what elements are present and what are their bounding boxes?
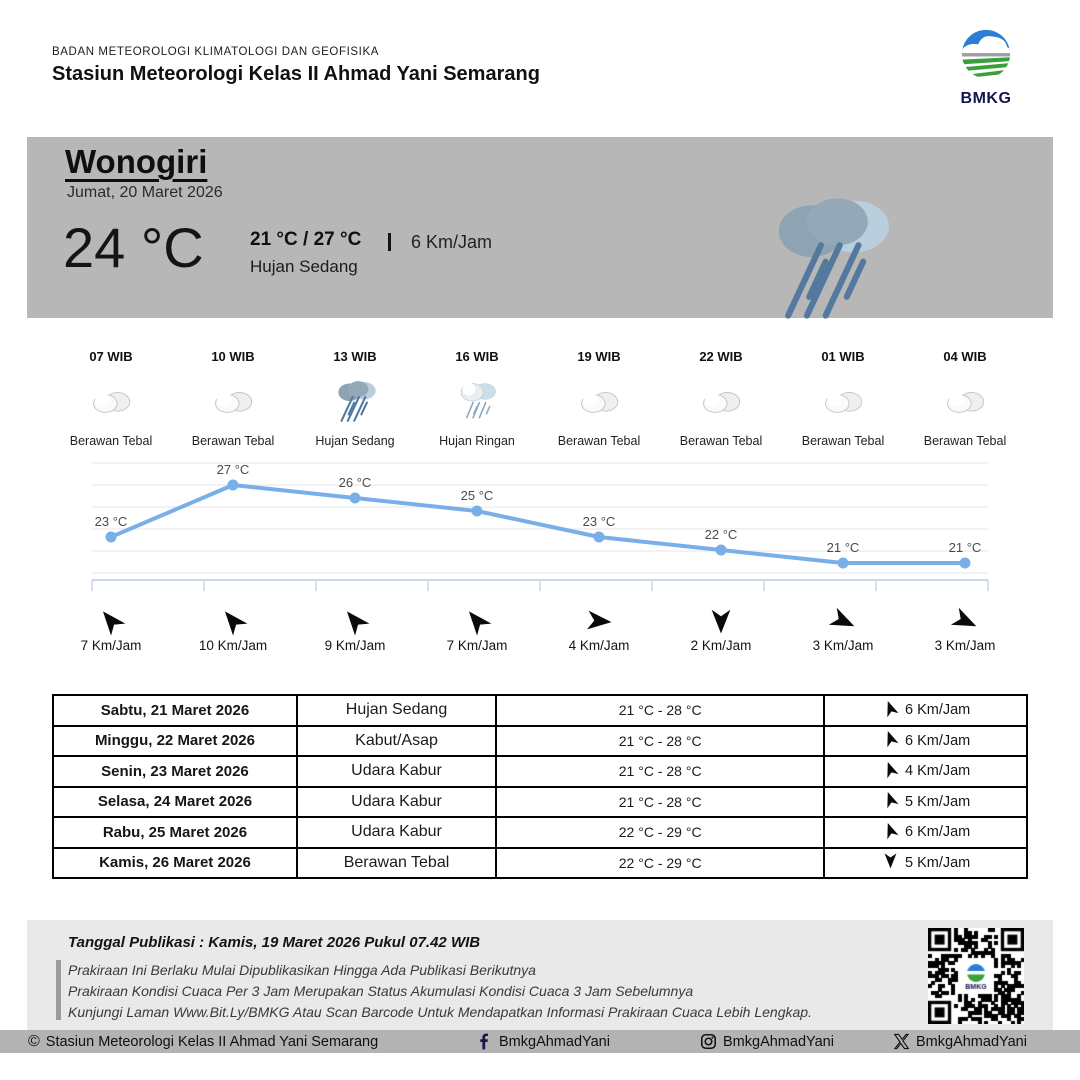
hour-label: 13 WIB [333, 349, 377, 364]
wind-cell [824, 756, 1027, 787]
wind-direction-arrow-icon [782, 598, 904, 636]
table-row [53, 817, 1027, 848]
wind-cell [824, 787, 1027, 818]
wind-direction-arrow-icon [881, 790, 900, 813]
svg-text:21 °C: 21 °C [826, 540, 860, 555]
table-row [53, 756, 1027, 787]
hourly-item [50, 349, 172, 448]
wind-speed-label: 4 Km/Jam [568, 638, 630, 653]
hourly-item [538, 349, 660, 448]
wind-item [538, 598, 660, 653]
current-conditions-banner [27, 137, 1053, 318]
instagram-item[interactable] [700, 1033, 834, 1050]
wind-direction-arrow-icon [881, 699, 900, 722]
wind-direction-arrow-icon [881, 821, 900, 844]
wind-direction-arrow-icon [50, 598, 172, 636]
facebook-item[interactable] [476, 1033, 610, 1050]
publication-footer [27, 920, 1053, 1030]
temp-range-cell: 22 °C - 29 °C [496, 848, 824, 879]
wind-direction-arrow-icon [881, 851, 900, 874]
header [52, 46, 540, 86]
cloudy-icon [50, 372, 172, 430]
footer-note-line: Prakiraan Ini Berlaku Mulai Dipublikasikan Hingga Ada Publikasi Berikutnya [68, 962, 536, 978]
wind-speed-label: 2 Km/Jam [690, 638, 752, 653]
wind-direction-arrow-icon [881, 729, 900, 752]
wind-direction-arrow-icon [881, 760, 900, 783]
hour-label: 10 WIB [211, 349, 255, 364]
wind-item [904, 598, 1026, 653]
day-cell: Minggu, 22 Maret 2026 [53, 726, 297, 757]
svg-text:22 °C: 22 °C [704, 527, 738, 542]
wind-speed-label: 5 Km/Jam [905, 793, 971, 810]
x-twitter-handle: BmkgAhmadYani [916, 1033, 1027, 1050]
table-row [53, 787, 1027, 818]
condition-cell: Udara Kabur [297, 756, 496, 787]
wind-direction-arrow-icon [416, 598, 538, 636]
note-divider-bar [56, 960, 61, 1020]
cloudy-icon [904, 372, 1026, 430]
wind-speed-label: 10 Km/Jam [198, 638, 268, 653]
table-row [53, 726, 1027, 757]
wind-cell [824, 726, 1027, 757]
hour-label: 16 WIB [455, 349, 499, 364]
x-twitter-icon [893, 1033, 910, 1050]
copyright-icon: © [28, 1032, 40, 1050]
cloudy-icon [538, 372, 660, 430]
divider [388, 233, 391, 251]
bmkg-logo-label: BMKG [960, 90, 1012, 107]
daily-forecast-table [52, 694, 1028, 879]
wind-speed-label: 6 Km/Jam [905, 702, 971, 719]
hour-condition: Hujan Sedang [315, 434, 395, 448]
day-cell: Selasa, 24 Maret 2026 [53, 787, 297, 818]
hour-condition: Berawan Tebal [69, 434, 153, 448]
temp-range-cell: 21 °C - 28 °C [496, 787, 824, 818]
wind-speed-label: 9 Km/Jam [324, 638, 386, 653]
condition-cell: Udara Kabur [297, 817, 496, 848]
hour-label: 04 WIB [943, 349, 987, 364]
wind-cell [824, 848, 1027, 879]
hour-label: 19 WIB [577, 349, 621, 364]
wind-speed-label: 4 Km/Jam [905, 763, 971, 780]
svg-text:26 °C: 26 °C [338, 475, 372, 490]
svg-text:25 °C: 25 °C [460, 488, 494, 503]
temp-range-cell: 21 °C - 28 °C [496, 695, 824, 726]
x-twitter-item[interactable] [893, 1033, 1027, 1050]
facebook-handle: BmkgAhmadYani [499, 1033, 610, 1050]
day-cell: Rabu, 25 Maret 2026 [53, 817, 297, 848]
hour-condition: Berawan Tebal [557, 434, 641, 448]
hourly-item [782, 349, 904, 448]
wind-speed-label: 6 Km/Jam [905, 732, 971, 749]
wind-direction-arrow-icon [538, 598, 660, 636]
copyright-text: Stasiun Meteorologi Kelas II Ahmad Yani Semarang [45, 1033, 379, 1050]
temperature-line-chart [50, 455, 1026, 595]
day-cell: Senin, 23 Maret 2026 [53, 756, 297, 787]
location-title: Wonogiri [65, 143, 208, 180]
condition-cell: Kabut/Asap [297, 726, 496, 757]
hour-condition: Berawan Tebal [679, 434, 763, 448]
hour-condition: Hujan Ringan [439, 434, 515, 448]
svg-text:21 °C: 21 °C [948, 540, 982, 555]
svg-text:27 °C: 27 °C [216, 462, 250, 477]
wind-speed-label: 7 Km/Jam [80, 638, 142, 653]
wind-speed-label: 6 Km/Jam [905, 824, 971, 841]
condition-cell: Berawan Tebal [297, 848, 496, 879]
wind-direction-arrow-icon [904, 598, 1026, 636]
wind-item [294, 598, 416, 653]
temp-range-cell: 21 °C - 28 °C [496, 756, 824, 787]
current-temperature: 24 °C [63, 216, 204, 279]
current-condition: Hujan Sedang [250, 257, 358, 276]
wind-speed-label: 7 Km/Jam [446, 638, 508, 653]
hourly-item [172, 349, 294, 448]
hourly-item [416, 349, 538, 448]
wind-direction-arrow-icon [172, 598, 294, 636]
forecast-date: Jumat, 20 Maret 2026 [67, 184, 223, 201]
svg-text:23 °C: 23 °C [582, 514, 616, 529]
hourly-item [294, 349, 416, 448]
temperature-chart [50, 455, 1026, 595]
wind-direction-arrow-icon [660, 598, 782, 636]
cloudy-icon [660, 372, 782, 430]
wind-cell [824, 695, 1027, 726]
qr-code[interactable] [928, 928, 1024, 1024]
wind-speed-label: 3 Km/Jam [934, 638, 996, 653]
wind-item [172, 598, 294, 653]
wind-item [660, 598, 782, 653]
current-wind-speed: 6 Km/Jam [411, 232, 493, 252]
wind-speed-label: 3 Km/Jam [812, 638, 874, 653]
instagram-icon [700, 1033, 717, 1050]
rain-moderate-icon [294, 372, 416, 430]
hour-condition: Berawan Tebal [191, 434, 275, 448]
wind-speed-label: 5 Km/Jam [905, 854, 971, 871]
table-row [53, 848, 1027, 879]
footer-note-line: Kunjungi Laman Www.Bit.Ly/BMKG Atau Scan Barcode Untuk Mendapatkan Informasi Prakiraan Cuaca Lebih Lengkap. [68, 1004, 812, 1020]
footer-notes [68, 960, 812, 1023]
hourly-forecast [50, 349, 1026, 448]
current-summary [250, 229, 361, 277]
agency-name: BADAN METEOROLOGI KLIMATOLOGI DAN GEOFISIKA [52, 46, 379, 58]
day-cell: Sabtu, 21 Maret 2026 [53, 695, 297, 726]
condition-cell: Udara Kabur [297, 787, 496, 818]
bmkg-logo-icon [957, 28, 1015, 84]
temp-range-cell: 21 °C - 28 °C [496, 726, 824, 757]
condition-cell: Hujan Sedang [297, 695, 496, 726]
hour-label: 07 WIB [89, 349, 133, 364]
hourly-item [660, 349, 782, 448]
wind-cell [824, 817, 1027, 848]
hour-condition: Berawan Tebal [801, 434, 885, 448]
cloudy-icon [782, 372, 904, 430]
svg-text:23 °C: 23 °C [94, 514, 128, 529]
wind-direction-arrow-icon [294, 598, 416, 636]
temp-range-cell: 22 °C - 29 °C [496, 817, 824, 848]
rain-light-icon [416, 372, 538, 430]
publication-date: Tanggal Publikasi : Kamis, 19 Maret 2026 Pukul 07.42 WIB [68, 934, 481, 951]
wind-item [416, 598, 538, 653]
table-row [53, 695, 1027, 726]
social-bar [0, 1030, 1080, 1053]
instagram-handle: BmkgAhmadYani [723, 1033, 834, 1050]
footer-note-line: Prakiraan Kondisi Cuaca Per 3 Jam Merupakan Status Akumulasi Kondisi Cuaca 3 Jam Sebelumnya [68, 983, 694, 999]
wind-forecast-row [50, 598, 1026, 653]
hour-condition: Berawan Tebal [923, 434, 1007, 448]
wind-item [782, 598, 904, 653]
hour-label: 22 WIB [699, 349, 743, 364]
day-cell: Kamis, 26 Maret 2026 [53, 848, 297, 879]
bmkg-logo [948, 28, 1024, 108]
copyright-item [28, 1033, 378, 1051]
hour-label: 01 WIB [821, 349, 865, 364]
temp-min-max: 21 °C / 27 °C [250, 229, 362, 250]
cloudy-icon [172, 372, 294, 430]
wind-item [50, 598, 172, 653]
hourly-item [904, 349, 1026, 448]
current-weather-icon [753, 189, 903, 307]
page-title: Stasiun Meteorologi Kelas II Ahmad Yani Semarang [52, 63, 540, 85]
facebook-icon [476, 1033, 493, 1050]
